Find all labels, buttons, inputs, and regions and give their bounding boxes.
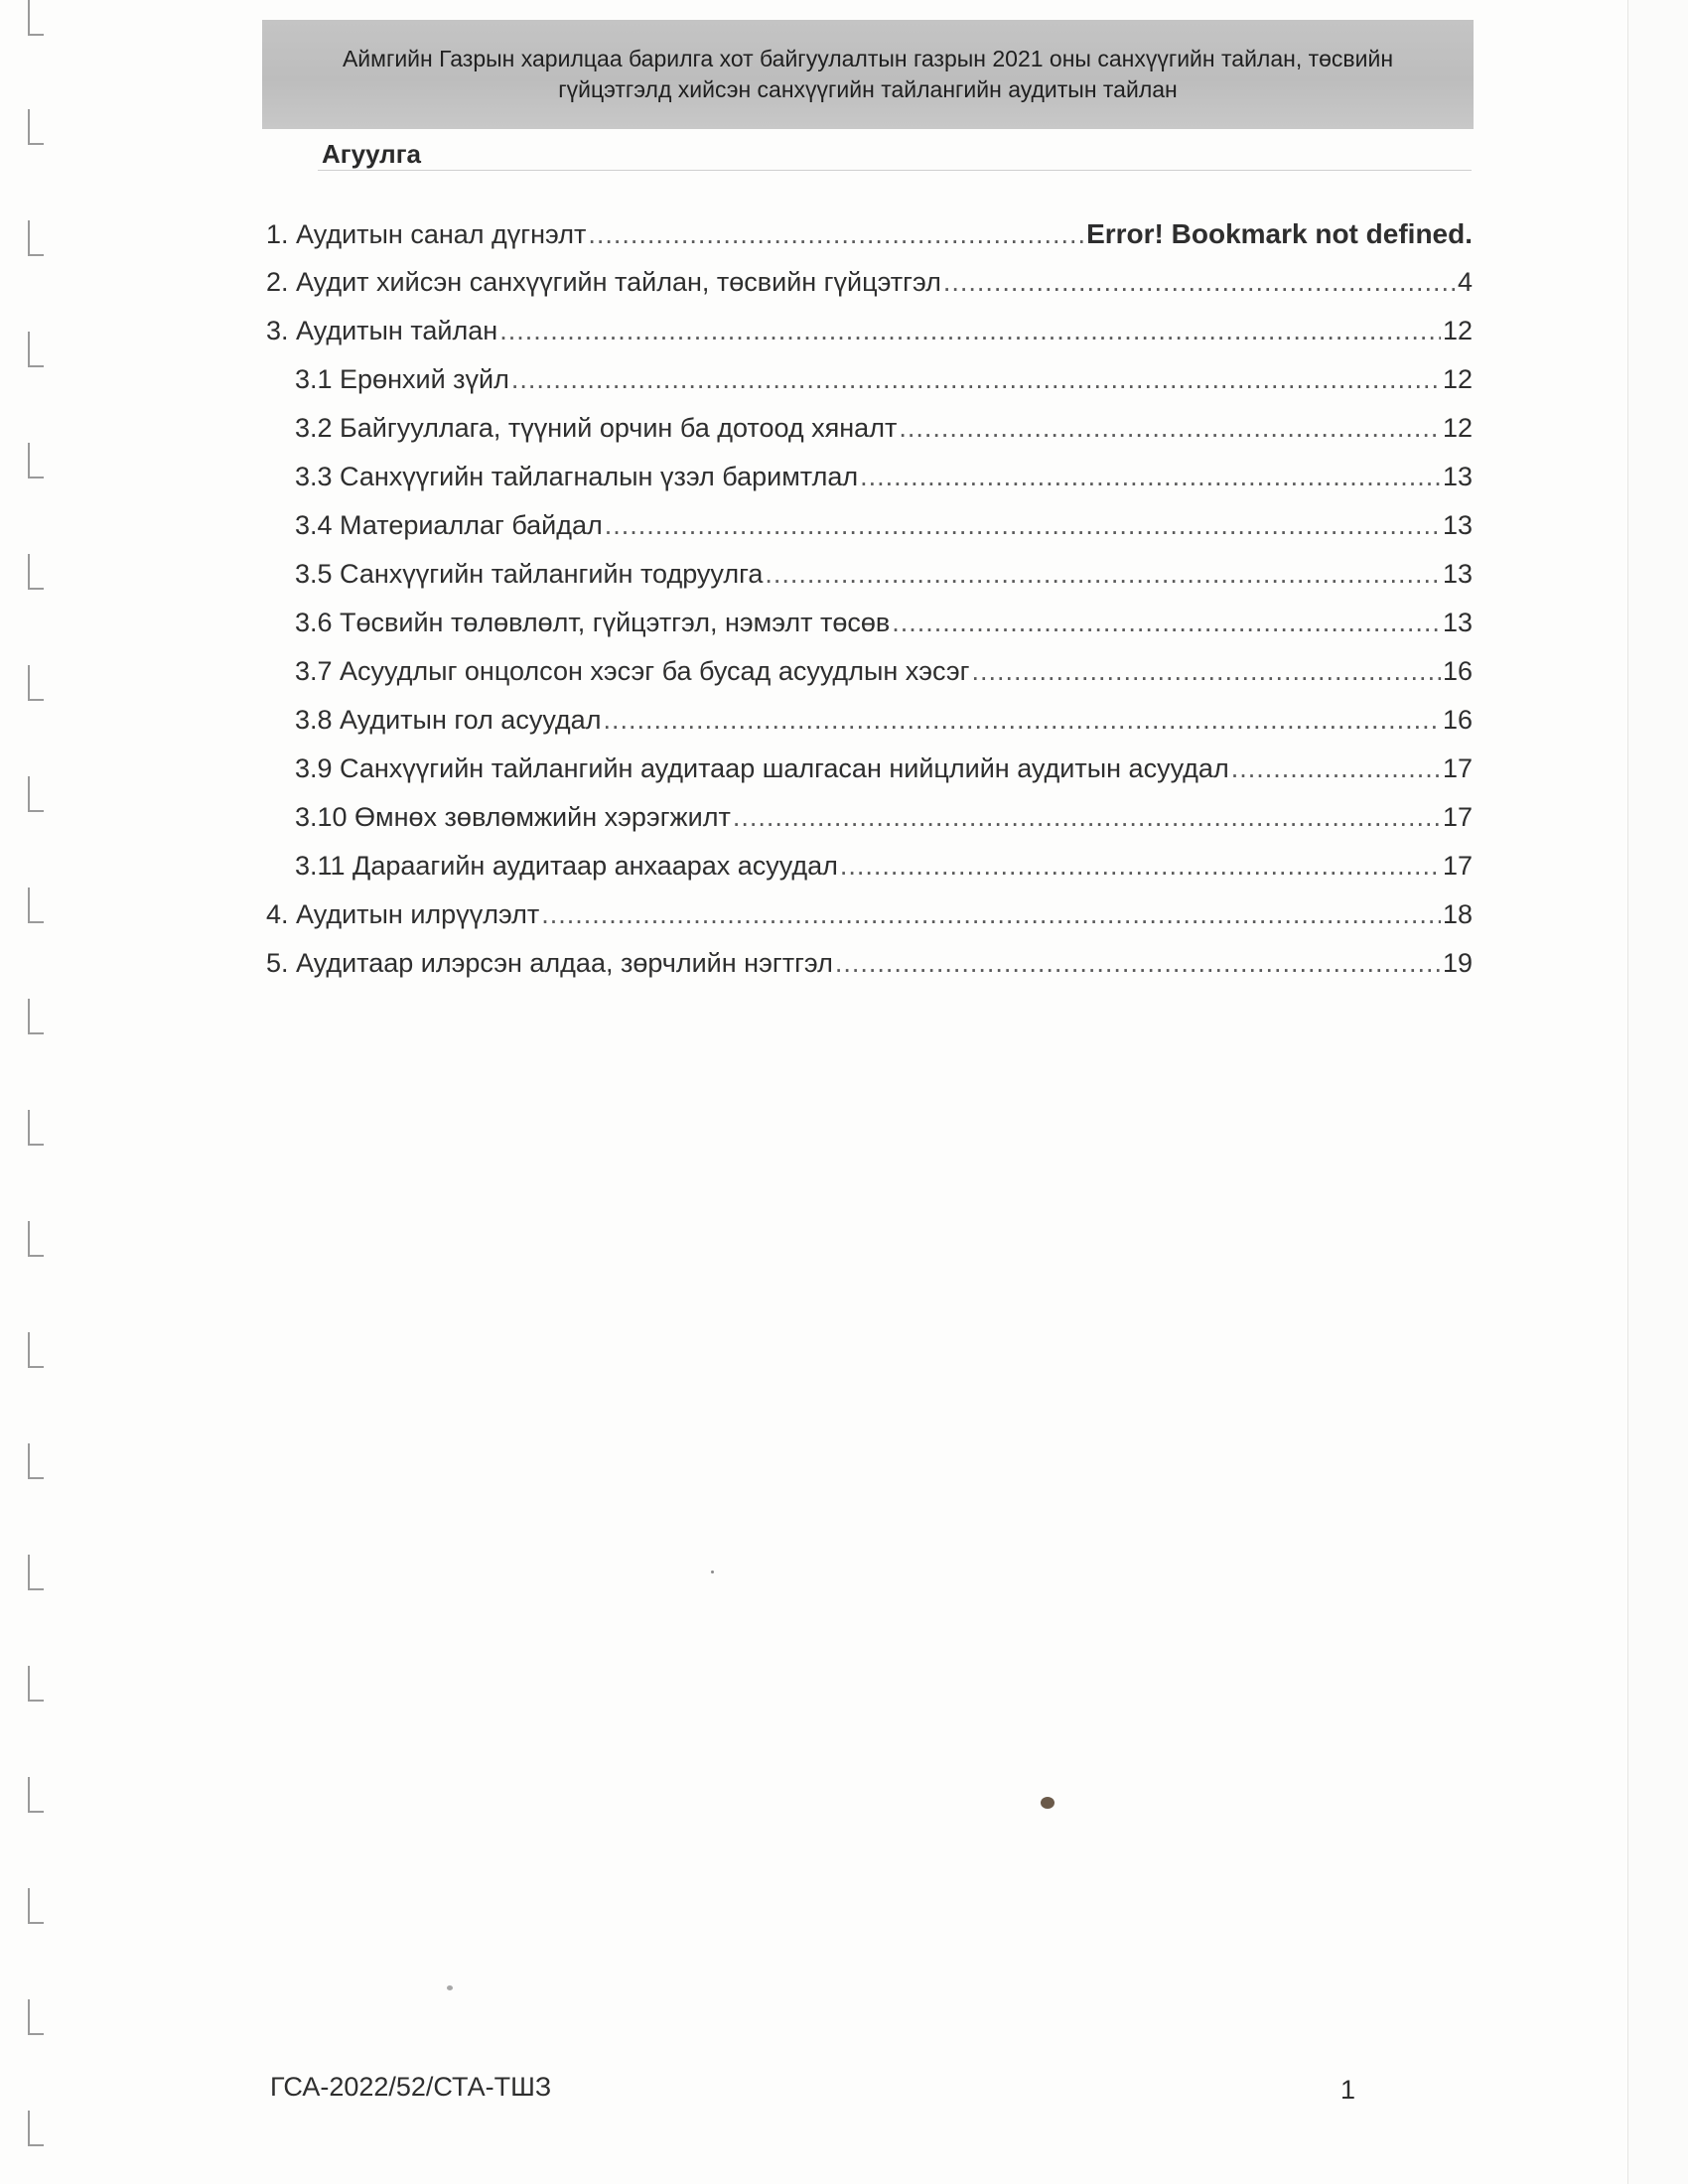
toc-leader-dots: [899, 413, 1441, 444]
toc-subentry[interactable]: [266, 802, 1473, 851]
toc-entry-label: 3.1 Ерөнхий зүйл: [295, 364, 509, 394]
toc-entry-label: 3. Аудитын тайлан: [266, 316, 498, 345]
toc-entry-page: 13: [1442, 559, 1473, 589]
toc-entry-page: 4: [1457, 267, 1473, 297]
toc-entry-label: 3.5 Санхүүгийн тайлангийн тодруулга: [295, 559, 764, 589]
scan-speck: [711, 1570, 714, 1573]
toc-entry[interactable]: [266, 218, 1473, 267]
binding-hole: [28, 332, 44, 367]
binding-hole: [28, 109, 44, 145]
toc-entry-label: 3.9 Санхүүгийн тайлангийн аудитаар шалгасан нийцлийн аудитын асуудал: [295, 753, 1229, 783]
toc-leader-dots: [943, 267, 1456, 298]
toc-entry-page: Error! Bookmark not defined.: [1086, 218, 1473, 249]
toc-subentry[interactable]: [266, 656, 1473, 705]
toc-subentry[interactable]: [266, 510, 1473, 559]
toc-entry-label: 3.3 Санхүүгийн тайлагналын үзэл баримтлал: [295, 462, 859, 491]
binding-hole: [28, 554, 44, 590]
toc-entry-label: 2. Аудит хийсэн санхүүгийн тайлан, төсвийн гүйцэтгэл: [266, 267, 941, 297]
toc-leader-dots: [733, 802, 1441, 833]
binding-hole: [28, 887, 44, 923]
toc-leader-dots: [971, 656, 1440, 687]
toc-leader-dots: [1231, 753, 1441, 784]
toc-leader-dots: [860, 462, 1441, 492]
toc-entry-label: 3.7 Асуудлыг онцолсон хэсэг ба бусад асуудлын хэсэг: [295, 656, 970, 686]
toc-subentry[interactable]: [266, 559, 1473, 608]
toc-entry-page: 19: [1442, 948, 1473, 978]
report-header: [262, 20, 1474, 129]
toc-leader-dots: [605, 510, 1441, 541]
scan-speck: [447, 1985, 453, 1990]
binding-hole: [28, 1555, 44, 1590]
report-title-line1: Аймгийн Газрын харилцаа барилга хот байгуулалтын газрын 2021 оны санхүүгийн тайлан, төсвийн: [342, 46, 1394, 71]
binding-hole: [28, 0, 44, 36]
toc-entry-label: 4. Аудитын илрүүлэлт: [266, 899, 540, 929]
toc-subentry[interactable]: [266, 705, 1473, 753]
scan-speck: [1041, 1797, 1055, 1809]
toc-leader-dots: [499, 316, 1441, 346]
binding-hole: [28, 1110, 44, 1146]
toc-subentry[interactable]: [266, 364, 1473, 413]
toc-entry[interactable]: [266, 267, 1473, 316]
toc-entry-label: 3.2 Байгууллага, түүний орчин ба дотоод хяналт: [295, 413, 898, 443]
binding-hole: [28, 1999, 44, 2035]
toc-entry[interactable]: [266, 316, 1473, 364]
toc-leader-dots: [765, 559, 1441, 590]
report-title-line2: гүйцэтгэлд хийсэн санхүүгийн тайлангийн аудитын тайлан: [558, 76, 1178, 102]
toc-subentry[interactable]: [266, 413, 1473, 462]
toc-entry-label: 3.8 Аудитын гол асуудал: [295, 705, 602, 735]
page-number: 1: [1340, 2075, 1356, 2105]
toc-entry-page: 17: [1442, 802, 1473, 832]
document-code: ГСА-2022/52/СТА-ТШЗ: [270, 2072, 552, 2102]
contents-heading: Агуулга: [322, 139, 421, 169]
binding-hole: [28, 443, 44, 478]
page-edge: [1627, 0, 1688, 2184]
binding-hole: [28, 1221, 44, 1257]
toc-entry-page: 13: [1442, 510, 1473, 540]
toc-entry[interactable]: [266, 948, 1473, 997]
toc-entry-page: 17: [1442, 753, 1473, 783]
toc-entry-label: 3.6 Төсвийн төлөвлөлт, гүйцэтгэл, нэмэлт төсөв: [295, 608, 891, 637]
toc-entry-page: 12: [1442, 316, 1473, 345]
toc-leader-dots: [588, 219, 1084, 250]
binding-hole: [28, 665, 44, 701]
toc-entry-page: 17: [1442, 851, 1473, 881]
binding-hole: [28, 1443, 44, 1479]
report-title: [335, 44, 1401, 105]
toc-entry-label: 3.4 Материаллаг байдал: [295, 510, 603, 540]
toc-entry-label: 3.11 Дараагийн аудитаар анхаарах асуудал: [295, 851, 838, 881]
binding-strip: [0, 0, 60, 2184]
toc-entry-page: 18: [1442, 899, 1473, 929]
toc-entry-page: 16: [1442, 705, 1473, 735]
toc-entry-label: 3.10 Өмнөх зөвлөмжийн хэрэгжилт: [295, 802, 731, 832]
toc-subentry[interactable]: [266, 608, 1473, 656]
binding-hole: [28, 999, 44, 1034]
heading-divider: [318, 170, 1472, 171]
binding-hole: [28, 1777, 44, 1813]
binding-hole: [28, 1888, 44, 1924]
binding-hole: [28, 2111, 44, 2146]
table-of-contents: [266, 218, 1473, 997]
toc-leader-dots: [603, 705, 1441, 736]
toc-leader-dots: [840, 851, 1441, 882]
toc-leader-dots: [835, 948, 1441, 979]
toc-entry-page: 12: [1442, 364, 1473, 394]
toc-entry[interactable]: [266, 899, 1473, 948]
toc-subentry[interactable]: [266, 462, 1473, 510]
toc-leader-dots: [892, 608, 1441, 638]
toc-entry-label: 5. Аудитаар илэрсэн алдаа, зөрчлийн нэгтгэл: [266, 948, 833, 978]
toc-leader-dots: [541, 899, 1441, 930]
binding-hole: [28, 1332, 44, 1368]
toc-subentry[interactable]: [266, 753, 1473, 802]
toc-subentry[interactable]: [266, 851, 1473, 899]
toc-entry-label: 1. Аудитын санал дүгнэлт: [266, 219, 587, 249]
binding-hole: [28, 220, 44, 256]
toc-entry-page: 12: [1442, 413, 1473, 443]
toc-entry-page: 16: [1442, 656, 1473, 686]
binding-hole: [28, 1666, 44, 1702]
toc-entry-page: 13: [1442, 608, 1473, 637]
toc-entry-page: 13: [1442, 462, 1473, 491]
binding-hole: [28, 776, 44, 812]
toc-leader-dots: [511, 364, 1441, 395]
